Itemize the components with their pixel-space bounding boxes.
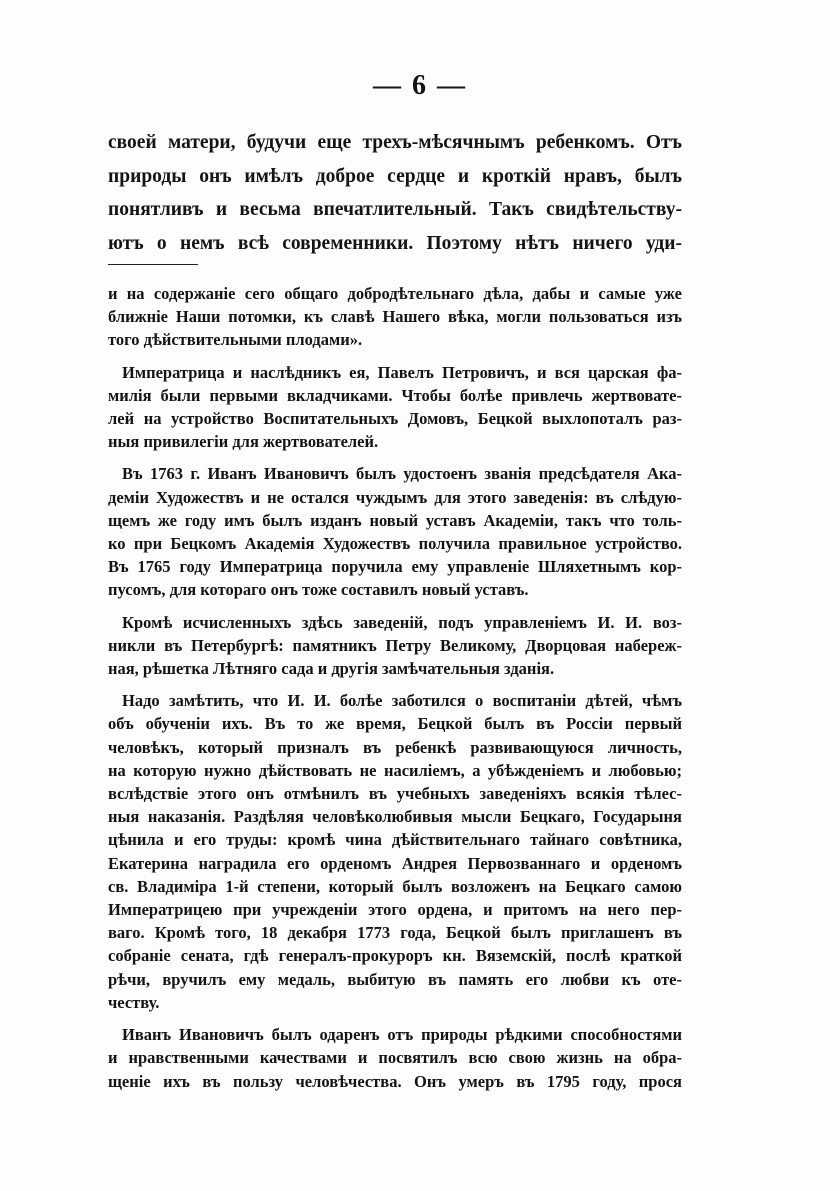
footnote-line: и нравственными качествами и посвятилъ всю свою жизнь на обра-	[108, 1048, 682, 1068]
footnote-paragraph	[108, 611, 682, 681]
footnote-paragraph	[108, 1023, 682, 1093]
footnote-paragraph	[108, 282, 682, 352]
footnote-line: собраніе сената, гдѣ генералъ-прокуроръ кн. Вяземскій, послѣ краткой	[108, 946, 682, 966]
footnote-line: и на содержаніе сего общаго добродѣтельнаго дѣла, дабы и самые уже	[108, 284, 682, 303]
footnote-line: ная, рѣшетка Лѣтняго сада и другія замѣчательныя зданія.	[108, 659, 555, 679]
footnote-block	[108, 282, 682, 1102]
footnote-line: деміи Художествъ и не остался чуждымъ для этого заведенія: въ слѣдую-	[108, 487, 682, 507]
footnote-line: Кромѣ исчисленныхъ здѣсь заведеній, подъ управленіемъ И. И. воз-	[122, 612, 682, 632]
footnote-line: ныя наказанія. Раздѣляя человѣколюбивыя мысли Бецкаго, Государыня	[108, 807, 682, 827]
main-text-line: природы онъ имѣлъ доброе сердце и кроткій нравъ, былъ	[108, 165, 682, 187]
footnote-line: ко при Бецкомъ Академія Художествъ получила правильное устройство.	[108, 534, 682, 554]
footnote-line: св. Владиміра 1-й степени, который былъ возложенъ на Бецкаго самою	[108, 876, 682, 896]
footnote-line: Императрицею при учрежденіи этого ордена, и притомъ на него пер-	[108, 900, 682, 920]
page-number: — 6 —	[373, 70, 467, 101]
footnote-line: Императрица и наслѣдникъ ея, Павелъ Петровичъ, и вся царская фа-	[122, 362, 682, 382]
footnote-line: цѣнила и его труды: кромѣ чина дѣйствительнаго тайнаго совѣтника,	[108, 830, 682, 850]
footnote-line: человѣкъ, который призналъ въ ребенкѣ развивающуюся личность,	[108, 737, 682, 757]
footnote-line: того дѣйствительными плодами».	[108, 330, 363, 350]
footnote-line: лей на устройство Воспитательныхъ Домовъ, Бецкой выхлопоталъ раз-	[108, 409, 682, 429]
footnote-paragraph	[108, 361, 682, 454]
footnote-line: Въ 1763 г. Иванъ Ивановичъ былъ удостоенъ званія предсѣдателя Ака-	[122, 464, 682, 484]
footnote-paragraph	[108, 689, 682, 1014]
footnote-line: Въ 1765 году Императрица поручила ему управленіе Шляхетнымъ кор-	[108, 557, 682, 577]
footnote-paragraph	[108, 462, 682, 601]
footnote-line: ваго. Кромѣ того, 18 декабря 1773 года, Бецкой былъ приглашенъ въ	[108, 923, 682, 943]
footnote-line: ныя привилегіи для жертвователей.	[108, 432, 379, 452]
footnote-line: на которую нужно дѣйствовать не насиліемъ, а убѣжденіемъ и любовью;	[108, 760, 682, 780]
footnote-line: никли въ Петербургѣ: памятникъ Петру Великому, Дворцовая набереж-	[108, 635, 682, 655]
footnote-line: объ обученіи ихъ. Въ то же время, Бецкой былъ въ Россіи первый	[108, 714, 682, 734]
footnote-line: пусомъ, для котораго онъ тоже составилъ новый уставъ.	[108, 580, 529, 600]
footnote-line: щемъ же году имъ былъ изданъ новый уставъ Академіи, такъ что толь-	[108, 510, 682, 530]
main-text	[108, 126, 682, 260]
footnote-line: щеніе ихъ въ пользу человѣчества. Онъ умеръ въ 1795 году, прося	[108, 1071, 682, 1091]
footnote-line: рѣчи, вручилъ ему медаль, выбитую въ память его любви къ оте-	[108, 969, 682, 989]
footnote-line: ближніе Наши потомки, къ славѣ Нашего вѣка, могли пользоваться изъ	[108, 307, 682, 327]
footnote-line: Надо замѣтить, что И. И. болѣе заботился о воспитаніи дѣтей, чѣмъ	[122, 691, 682, 711]
footnote-separator	[108, 264, 198, 265]
main-text-line: понятливъ и весьма впечатлительный. Такъ свидѣтельству-	[108, 199, 682, 220]
footnote-line: вслѣдствіе этого онъ отмѣнилъ въ учебныхъ заведеніяхъ всякія тѣлес-	[108, 784, 682, 804]
footnote-line: честву.	[108, 992, 160, 1012]
main-text-line: своей матери, будучи еще трехъ-мѣсячнымъ ребенкомъ. Отъ	[108, 132, 682, 153]
main-text-line: ютъ о немъ всѣ современники. Поэтому нѣтъ ничего уди-	[108, 232, 682, 254]
footnote-line: милія были первыми вкладчиками. Чтобы болѣе привлечь жертвовате-	[108, 385, 682, 405]
footnote-line: Иванъ Ивановичъ былъ одаренъ отъ природы рѣдкими способностями	[122, 1025, 682, 1045]
footnote-line: Екатерина наградила его орденомъ Андрея Первозваннаго и орденомъ	[108, 853, 682, 873]
